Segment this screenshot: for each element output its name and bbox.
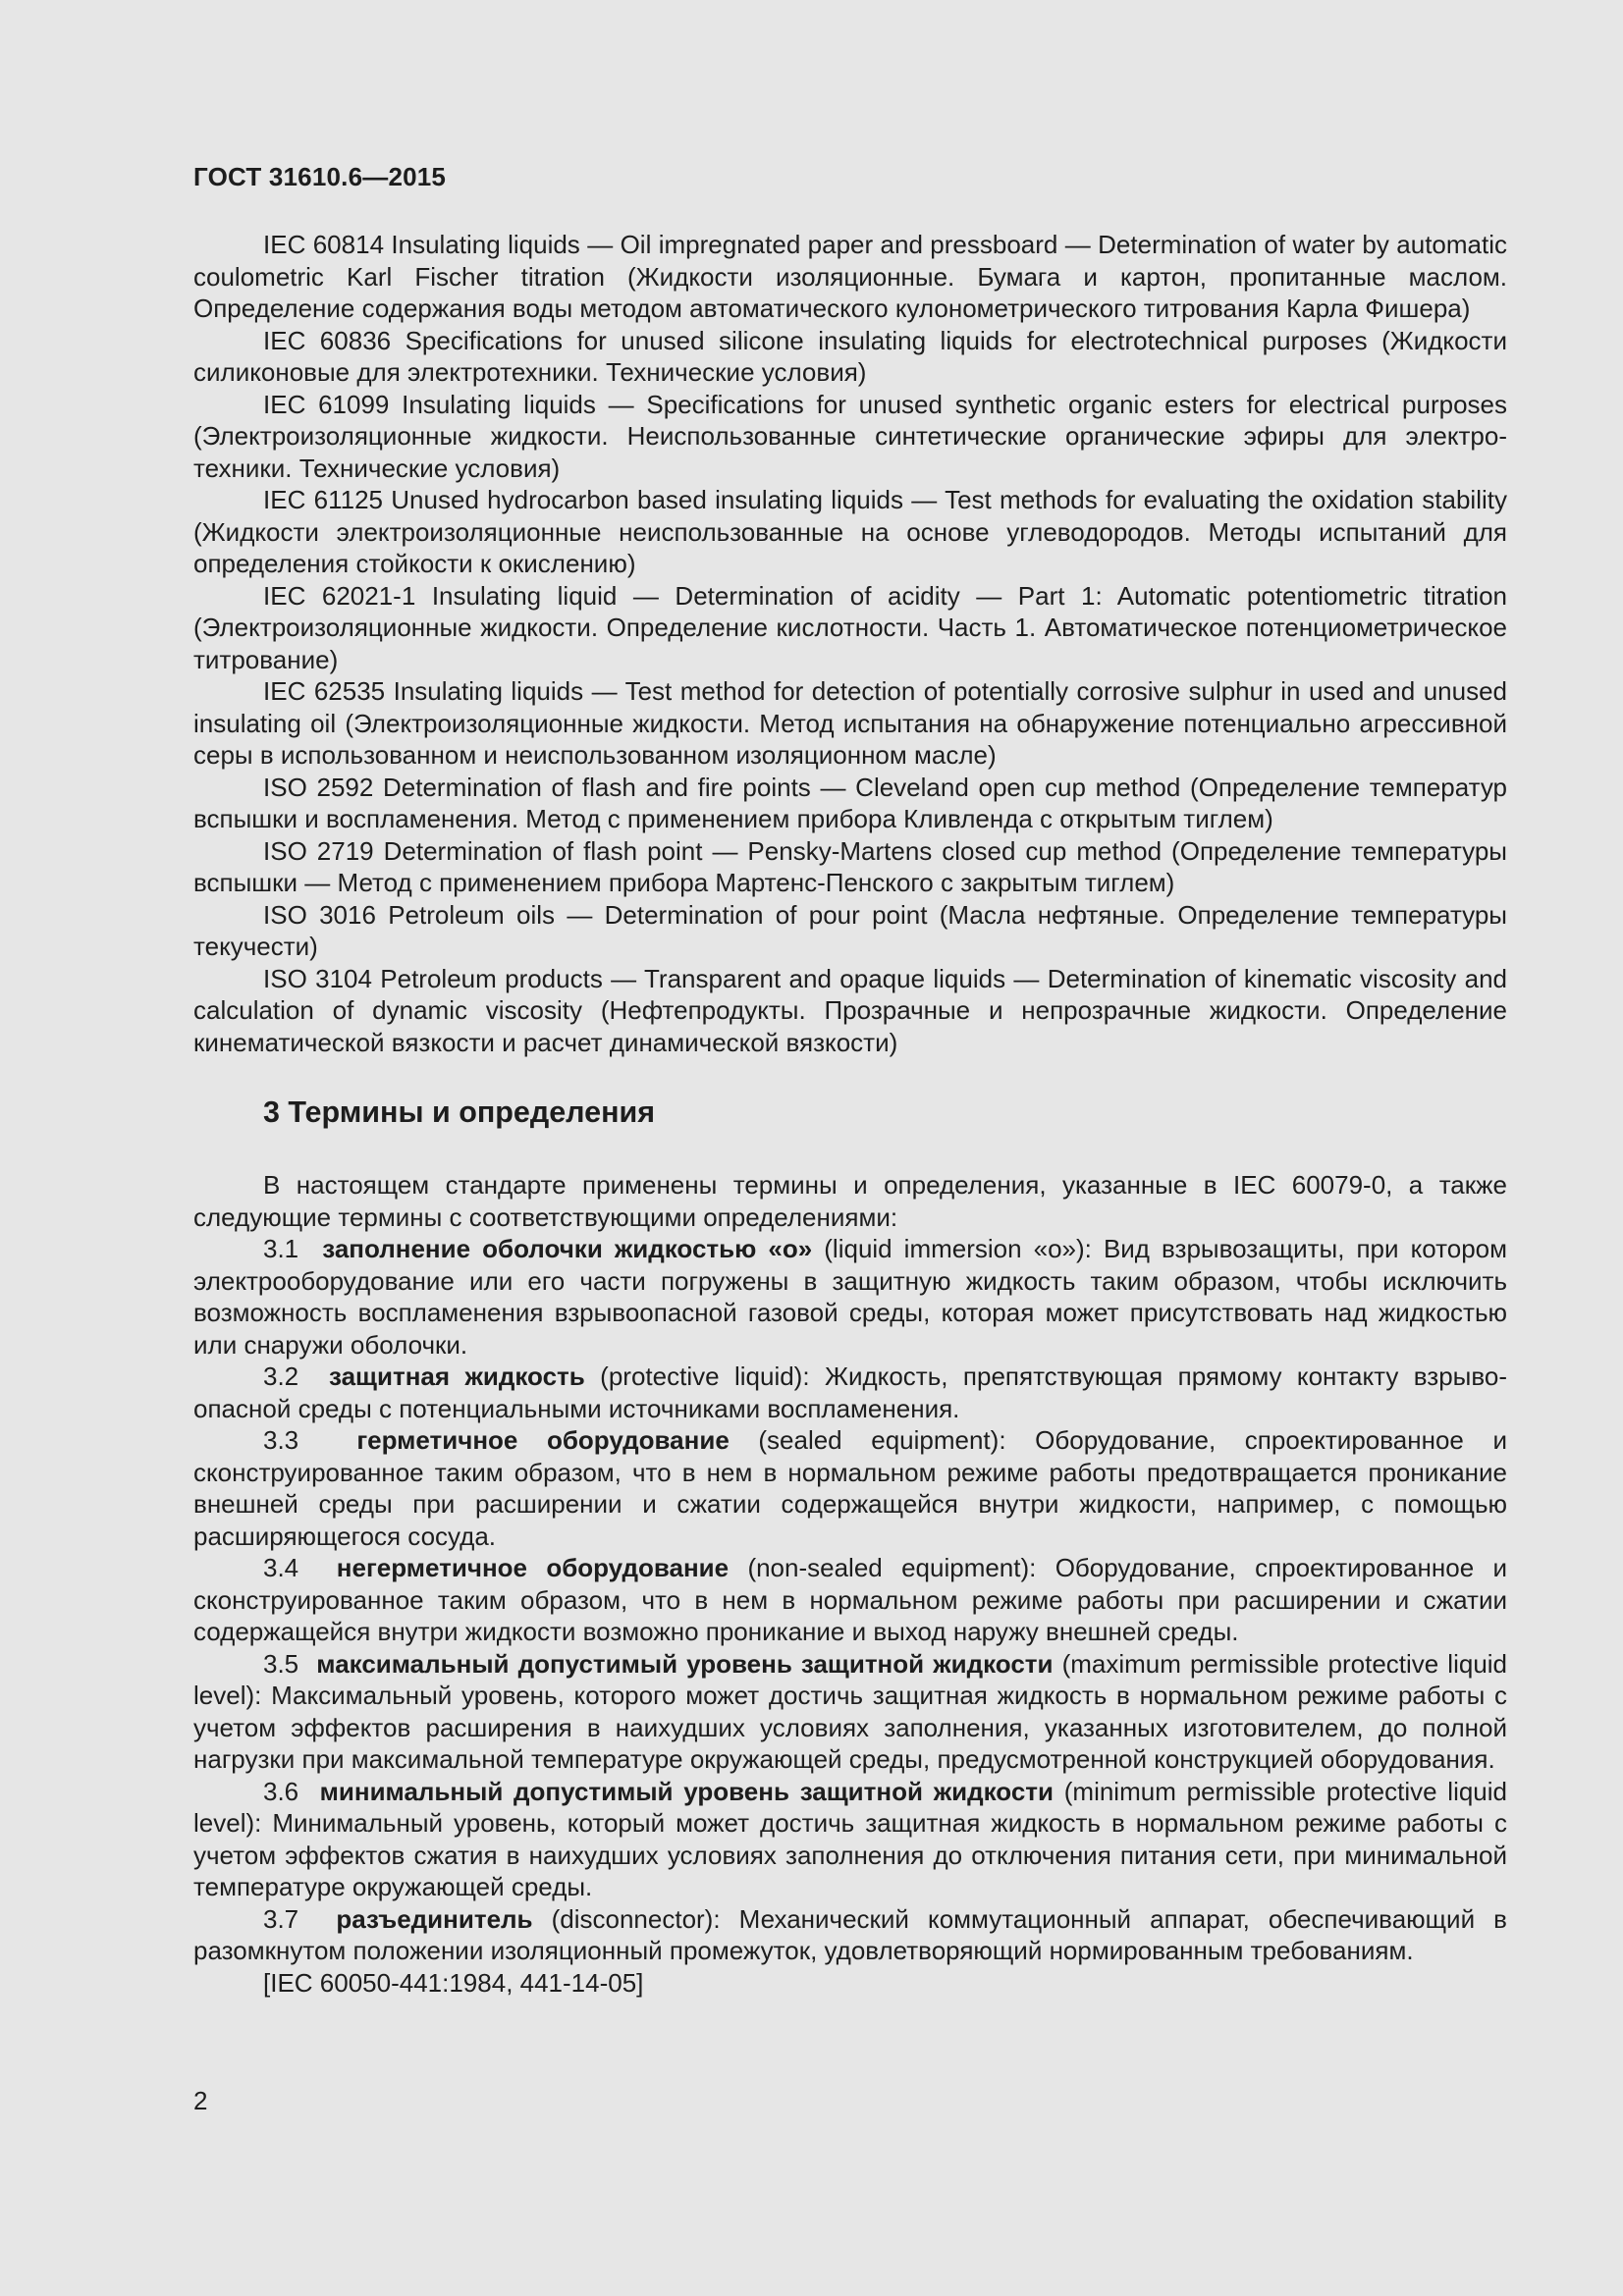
reference-item: ISO 3104 Petroleum products — Transparent and opaque liquids — Determination of kinematic viscosity and calculation of dynamic viscosity (Нефтепродукты. Прозрачные и непрозрачные жидкости. Определение кинематической вязкости и расчет динамической вязкости) — [193, 963, 1507, 1057]
term-definition: (minimum permissible protective liquid level): Минимальный уровень, который может достичь защитная жидкость в нормальном режиме работы с учетом эффектов сжатия в наихудших условиях заполнения до отключения питания сети, при минимальной температуре окружающей среды. — [193, 1776, 1508, 1901]
term-number: 3.5 — [263, 1648, 299, 1679]
term-3-3 — [193, 1424, 1507, 1552]
term-3-4 — [193, 1552, 1507, 1648]
term-definition: (non-sealed equipment): Оборудование, спроектированное и сконструированное таким образом, что в нем в нормальном режиме работы при расширении и сжатии содержащейся внутри жидкости возможно проникание и выход наружу внешней среды. — [193, 1553, 1507, 1646]
term-definition: (liquid immersion «o»): Вид взрывозащиты, при котором электрооборудование или его части погружены в защитную жидкость таким образом, чтобы исключить возможность воспламенения взрывоопасной газовой среды, которая может присутствовать над жидкостью или снаружи оболочки. — [193, 1234, 1508, 1360]
term-definition: (protective liquid): Жидкость, препятствующая прямому контакту взрывоопасной среды с потенциальными источниками воспламенения. — [193, 1362, 1508, 1423]
term-name: негерметичное оборудование — [336, 1553, 730, 1582]
term-definition: (disconnector): Механический коммутационный аппарат, обеспечивающий в разомкнутом положении изоляционный промежуток, удовлетворяющий нормированным требованиям. — [193, 1903, 1507, 1965]
term-number: 3.1 — [263, 1234, 299, 1263]
term-number: 3.6 — [263, 1776, 299, 1806]
term-name: заполнение оболочки жидкостью «о» — [322, 1234, 813, 1263]
term-3-6 — [193, 1776, 1507, 1903]
term-number: 3.7 — [263, 1903, 299, 1934]
term-name: максимальный допустимый уровень защитной жидкости — [316, 1648, 1054, 1679]
page-content — [193, 229, 1507, 1999]
term-number: 3.3 — [263, 1425, 299, 1455]
term-3-7 — [193, 1903, 1507, 1967]
references-list — [193, 229, 1507, 1058]
reference-item: IEC 61099 Insulating liquids — Specifications for unused synthetic organic esters for electrical purposes (Электроизоляционные жидкости. Неиспользованные синтетические органические эфиры для электротехники. Технические условия) — [193, 389, 1507, 483]
term-definition: (maximum permissible protective liquid level): Максимальный уровень, которого может достичь защитная жидкость в нормальном режиме работы с учетом эффектов расширения в наихудших условиях заполнения, указанных изготовителем, до полной нагрузки при максимальной температуре окружающей среды, предусмотренной конструкцией оборудования. — [193, 1648, 1508, 1774]
term-3-2 — [193, 1361, 1507, 1424]
term-source-reference: [IEC 60050-441:1984, 441-14-05] — [263, 1967, 644, 1998]
section-3-title: 3 Термины и определения — [263, 1095, 656, 1129]
reference-item: ISO 2592 Determination of flash and fire points — Cleveland open cup method (Определение температур вспышки и воспламенения. Метод с применением прибора Кливленда с открытым тиглем) — [193, 772, 1507, 833]
reference-item: IEC 62535 Insulating liquids — Test method for detection of potentially corrosive sulphur in used and unused insulating oil (Электроизоляционные жидкости. Метод испытания на обнаружение потенциально агрессивной серы в использованном и неиспользованном изоляционном масле) — [193, 676, 1507, 770]
reference-item: ISO 2719 Determination of flash point — Pensky-Martens closed cup method (Определение температуры вспышки — Метод с применением прибора Мартенс-Пенского с закрытым тиглем) — [193, 835, 1507, 897]
term-3-5 — [193, 1648, 1507, 1776]
term-name: защитная жидкость — [329, 1362, 585, 1391]
term-3-1 — [193, 1233, 1507, 1361]
reference-item: ISO 3016 Petroleum oils — Determination of pour point (Масла нефтяные. Определение температуры текучести) — [193, 899, 1507, 961]
reference-item: IEC 62021-1 Insulating liquid — Determination of acidity — Part 1: Automatic potentiometric titration (Электроизоляционные жидкости. Определение кислотности. Часть 1. Автоматическое потенциометрическое титрование) — [193, 580, 1507, 674]
term-name: минимальный допустимый уровень защитной жидкости — [319, 1776, 1055, 1806]
document-number-header: ГОСТ 31610.6—2015 — [193, 162, 447, 191]
term-name: герметичное оборудование — [356, 1425, 730, 1455]
reference-item: IEC 61125 Unused hydrocarbon based insulating liquids — Test methods for evaluating the oxidation stability (Жидкости электроизоляционные неиспользованные на основе углеводородов. Методы испытаний для определения стойкости к окислению) — [193, 485, 1507, 578]
reference-item: IEC 60836 Specifications for unused silicone insulating liquids for electrotechnical purposes (Жидкости силиконовые для электротехники. Технические условия) — [193, 325, 1507, 387]
page-number: 2 — [193, 2086, 208, 2115]
term-name: разъединитель — [336, 1903, 533, 1934]
term-number: 3.4 — [263, 1553, 299, 1582]
section-3-intro: В настоящем стандарте применены термины и определения, указанные в IEC 60079-0, а также следующие термины с соответствующими определениями: — [193, 1170, 1507, 1232]
term-definition: (sealed equipment): Оборудование, спроектированное и сконструированное таким образом, что в нем в нормальном режиме работы предотвращается проникание внешней среды при расширении и сжатии содержащейся внутри жидкости, например, с помощью расширяющегося сосуда. — [193, 1425, 1507, 1551]
term-number: 3.2 — [263, 1362, 299, 1391]
reference-item: IEC 60814 Insulating liquids — Oil impregnated paper and pressboard — Determination of water by automatic coulometric Karl Fischer titration (Жидкости изоляционные. Бумага и картон, пропитанные маслом. Определение содержания воды методом автоматического кулонометрического титрования Карла Фишера) — [193, 230, 1507, 323]
